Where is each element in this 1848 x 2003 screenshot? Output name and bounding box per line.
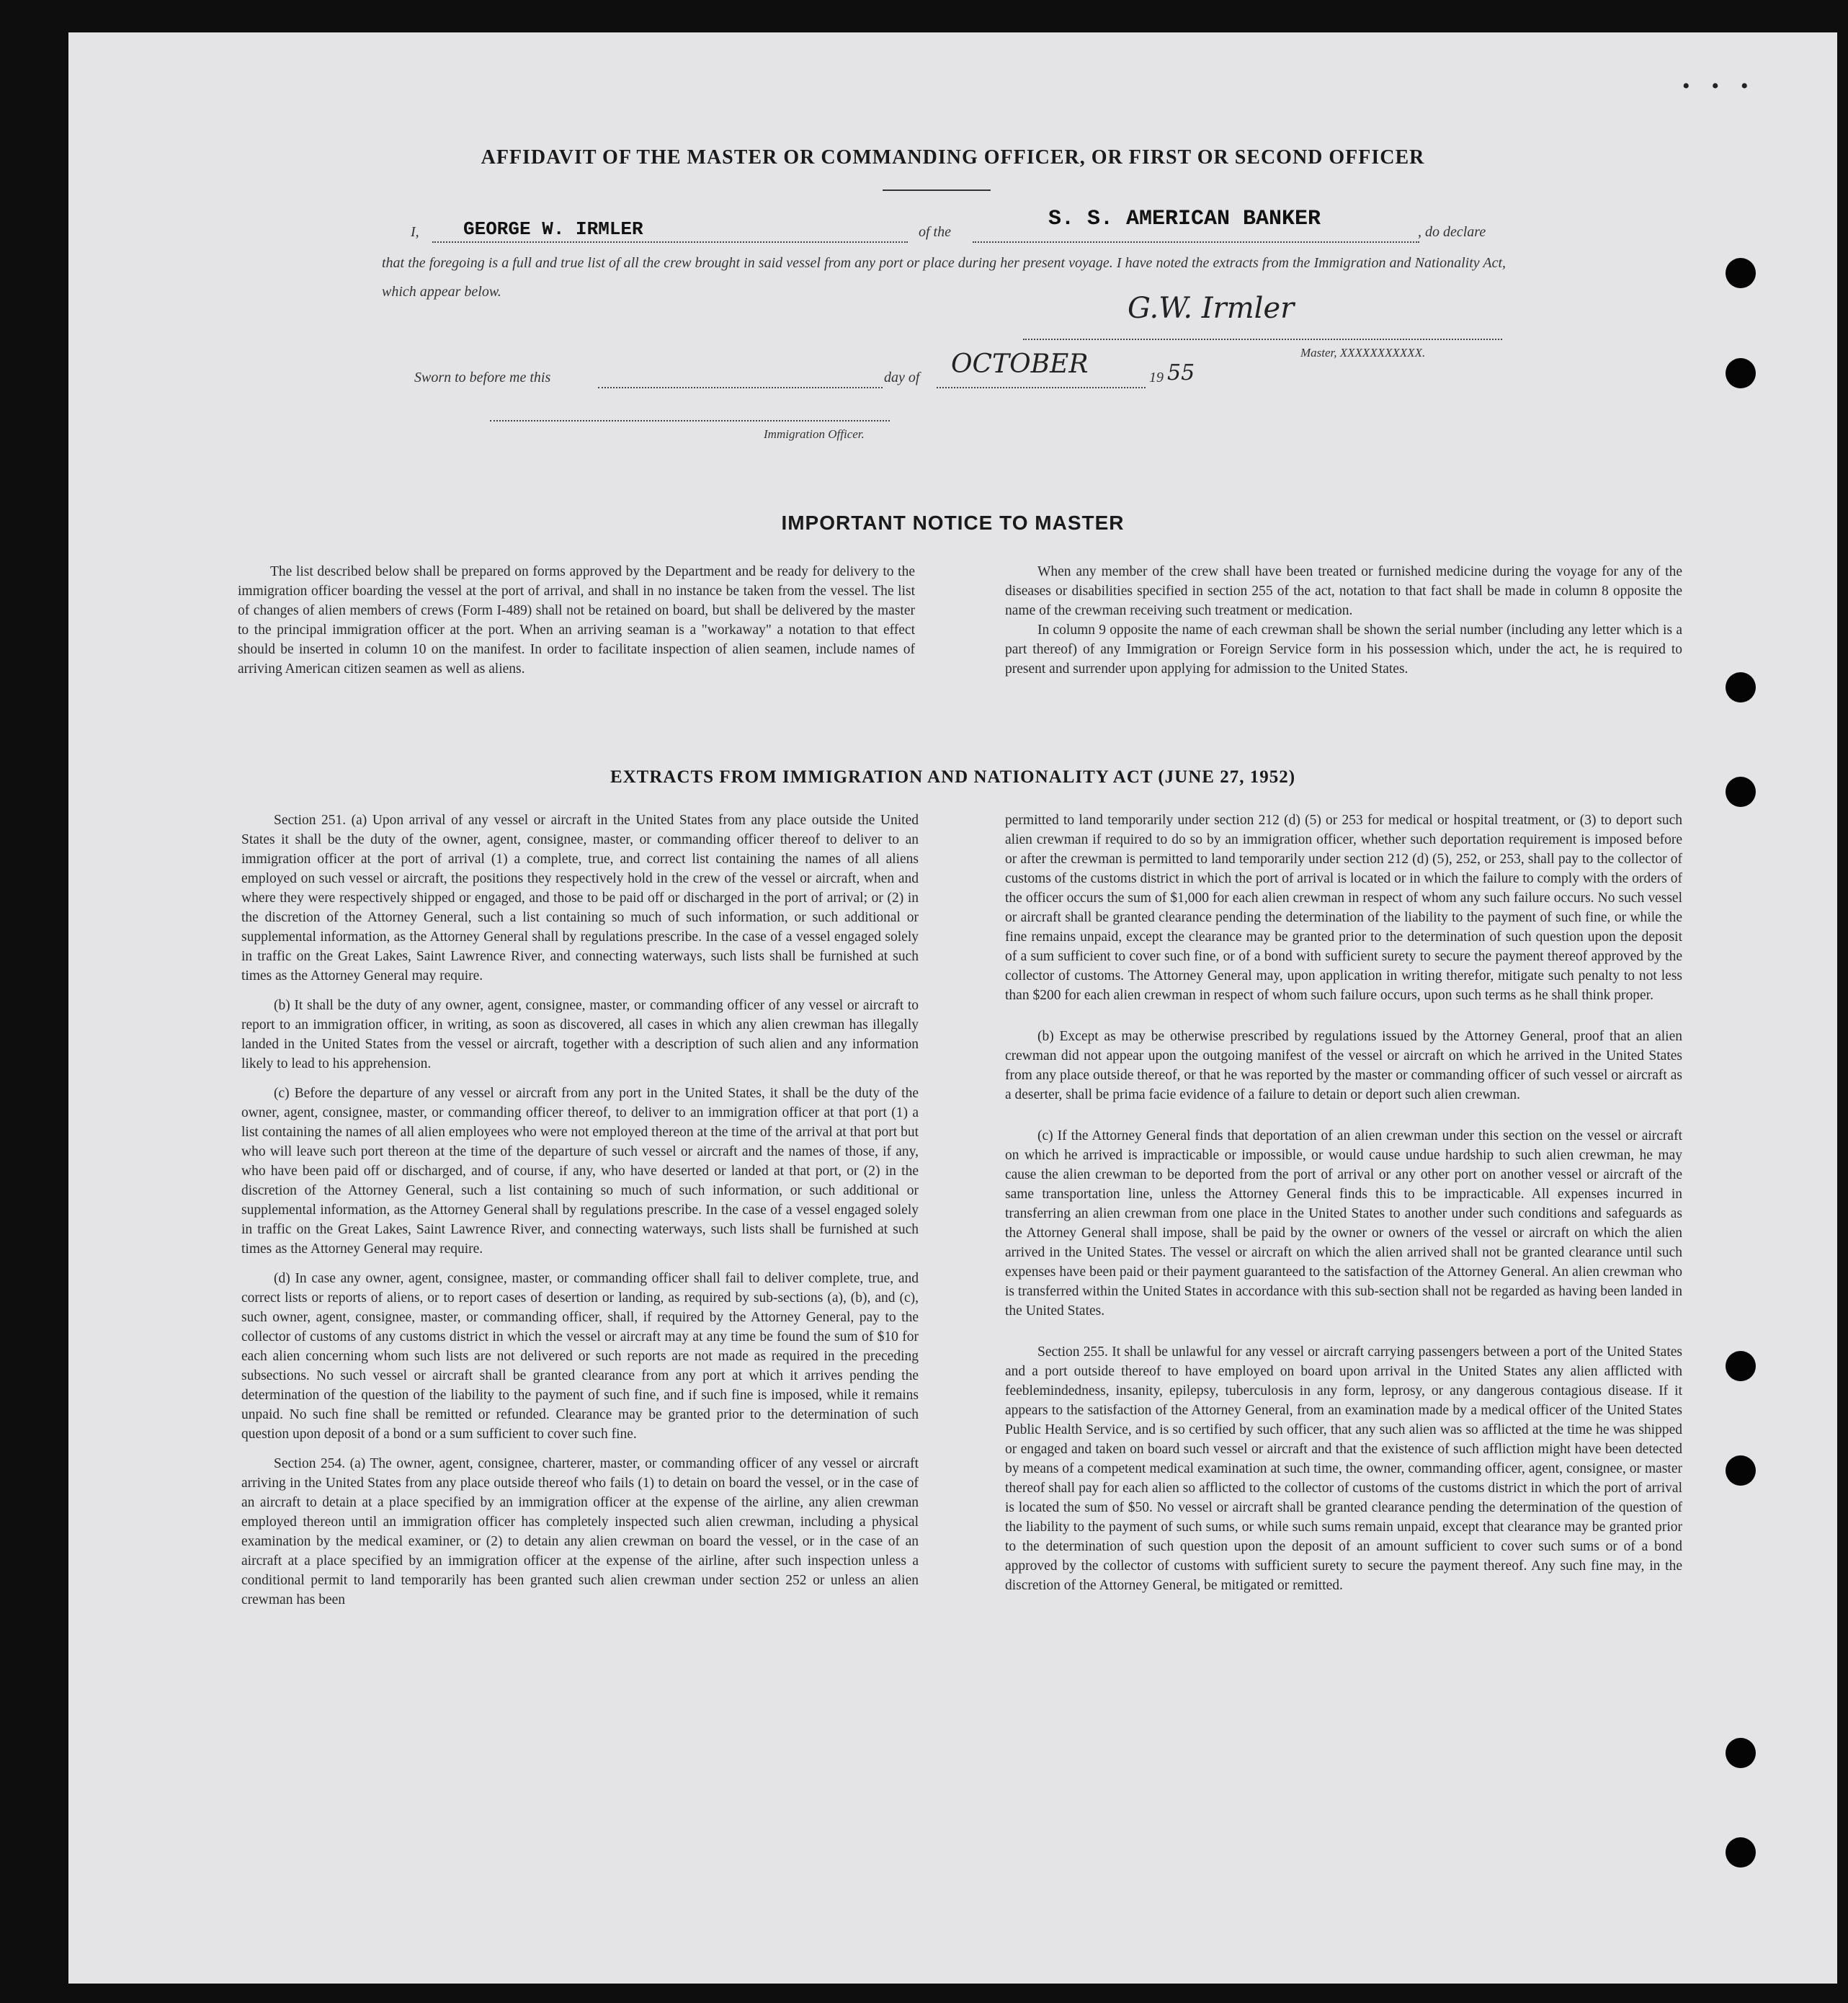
sworn-label: Sworn to before me this xyxy=(414,370,551,385)
section-251c: (c) Before the departure of any vessel or aircraft from any port in the United States, it shall be the duty of the owner, agent, consignee, master, or commanding officer thereof, to deliver to an immigration officer at that port (1) a list containing the names of all alien employees who were not employed thereon at the time of the arrival at that port but who will leave such port thereon at the time of the departure of such vessel or aircraft and the names of those, if any, who have been paid off or discharged, and of course, if any, who have deserted or landed at that port, or (2) in the discretion of the Attorney General, such a list containing so much of such information, or such additional or supplemental information, as the Attorney General shall by regulations prescribe. In the case of a vessel engaged solely in traffic on the Great Lakes, Saint Lawrence River, and connecting waterways, such lists shall be furnished at such times as the Attorney General may require. xyxy=(241,1086,919,1257)
officer-label: Immigration Officer. xyxy=(764,427,865,441)
section-254a-continued: permitted to land temporarily under section 212 (d) (5) or 253 for medical or hospital treatment, or (3) to deport such alien crewman if required to do so by an immigration officer, whether such deportation requirement is imposed before or after the crewman is permitted to land temporarily under section 212 (d) (5), 252, or 253, shall pay to the collector of customs of the customs district in which the port of arrival is located or in which the failure to comply with the orders of the officer occurs the sum of $1,000 for each alien crewman in respect of whom any such failure occurs. No such vessel or aircraft shall be granted clearance pending the determination of the liability to the payment of such fine, or while the fine remains unpaid, except the clearance may be granted prior to the determination of such question upon the deposit of a sum sufficient to cover such fine, or of a bond with sufficient surety to secure the payment thereof approved by the collector of customs. The Attorney General may, upon application in writing therefor, mitigate such penalty to not less than $200 for each alien crewman in respect of whom such failure occurs, upon such terms as he shall think proper. xyxy=(1005,813,1682,1003)
affidavit-title: AFFIDAVIT OF THE MASTER OR COMMANDING OFFICER, OR FIRST OR SECOND OFFICER xyxy=(481,146,1425,169)
punch-hole xyxy=(1726,777,1756,807)
extracts-left-column xyxy=(241,811,919,1620)
officer-line xyxy=(490,420,890,421)
notice-left-paragraph: The list described below shall be prepared on forms approved by the Department and be ready for delivery to the immigration officer boarding the vessel at the port of arrival, and shall in no instance be taken from the vessel. The list of changes of alien members of crews (Form I-489) shall not be retained on board, but shall be delivered by the master to the principal immigration officer at the port. When an arriving seaman is a "workaway" a notation to that effect should be inserted in column 10 on the manifest. In order to facilitate inspection of alien seamen, include names of arriving American citizen seamen as well as aliens. xyxy=(238,564,915,677)
vessel-line xyxy=(973,241,1419,243)
master-label: Master, XXXXXXXXXXX. xyxy=(1300,346,1426,360)
punch-hole xyxy=(1726,358,1756,388)
vessel-name: S. S. AMERICAN BANKER xyxy=(1048,207,1321,231)
name-line xyxy=(432,241,908,243)
punch-hole xyxy=(1726,1455,1756,1486)
punch-hole xyxy=(1726,258,1756,288)
sworn-day-line xyxy=(598,387,883,388)
section-254a: Section 254. (a) The owner, agent, consignee, charterer, master, or commanding officer of any vessel or aircraft arriving in the United States from any place outside thereof who fails (1) to detain on board the vessel, or in the case of an aircraft to detain at a place specified by an immigration officer at the expense of the airline, any alien crewman employed thereon until an immigration officer has completely inspected such alien crewman, including a physical examination by the medical examiner, or (2) to detain any alien crewman on board the vessel, or in the case of an aircraft at a place specified by an immigration officer at the expense of the airline, after such inspection unless a conditional permit to land temporarily has been granted such alien crewman under section 252 or unless an alien crewman has been xyxy=(241,1456,919,1607)
punch-hole xyxy=(1726,1738,1756,1768)
punch-hole xyxy=(1726,672,1756,702)
title-rule xyxy=(883,189,991,191)
document-page xyxy=(68,32,1837,1984)
notice-left-column xyxy=(238,562,915,689)
notice-right-paragraph-1: When any member of the crew shall have been treated or furnished medicine during the voyage for any of the diseases or disabilities specified in section 255 of the act, notation to that fact shall be made in column 8 opposite the name of the crewman receiving such treatment or medication. xyxy=(1005,564,1682,618)
year-prefix: 19 xyxy=(1149,370,1164,385)
section-251d: (d) In case any owner, agent, consignee, master, or commanding officer shall fail to deliver complete, true, and correct lists or reports of aliens, or to report cases of desertion or landing, as required by sub-sections (a), (b), and (c), such owner, agent, consignee, master, or commanding officer, shall, if required by the Attorney General, pay to the collector of customs of any customs district in which the vessel or aircraft may at any time be found the sum of $10 for each alien concerning whom such lists are not delivered or such reports are not made as required in the preceding subsections. No such vessel or aircraft shall be granted clearance from any port at which it arrives pending the determination of the question of the liability to the payment of such fine, and if such fine is imposed, while it remains unpaid. No such fine shall be remitted or refunded. Clearance may be granted prior to the determination of such question upon deposit of a bond or a sum sufficient to cover such fine. xyxy=(241,1271,919,1442)
extracts-title: EXTRACTS FROM IMMIGRATION AND NATIONALITY ACT (JUNE 27, 1952) xyxy=(610,767,1296,787)
punch-hole xyxy=(1726,1837,1756,1868)
section-251b: (b) It shall be the duty of any owner, agent, consignee, master, or commanding officer of any vessel or aircraft to report to an immigration officer, in writing, as soon as discovered, all cases in which any alien crewman has illegally landed in the United States from the vessel or aircraft, together with a description of such alien and any information likely to lead to his apprehension. xyxy=(241,998,919,1071)
day-of-label: day of xyxy=(884,370,920,385)
notice-right-paragraph-2: In column 9 opposite the name of each crewman shall be shown the serial number (including any letter which is a part thereof) of any Immigration or Foreign Service form in his possession which, under the act, he is required to present and surrender upon applying for admission to the United States. xyxy=(1005,623,1682,677)
i-label: I, xyxy=(411,224,419,240)
year-suffix: 55 xyxy=(1167,360,1195,385)
punch-hole xyxy=(1726,1351,1756,1381)
master-name: GEORGE W. IRMLER xyxy=(463,218,643,240)
section-254c: (c) If the Attorney General finds that deportation of an alien crewman under this section on the vessel or aircraft on which he arrived is impracticable or impossible, or would cause undue hardship to such alien crewman, he may cause the alien crewman to be deported from the port of arrival or any other port on another vessel or aircraft of the same transportation line, unless the Attorney General finds this to be impracticable. All expenses incurred in transferring an alien crewman from one place in the United States to another under such conditions and safeguards as the Attorney General shall impose, shall be paid by the owner or owners of the vessel or aircraft on which the alien arrived in the United States. The vessel or aircraft on which the alien arrived shall not be granted clearance until such expenses have been paid or their payment guaranteed to the satisfaction of the Attorney General. An alien crewman who is transferred within the United States in accordance with this sub-section shall not be regarded as having been landed in the United States. xyxy=(1005,1128,1682,1319)
do-declare-label: , do declare xyxy=(1418,224,1486,240)
section-251a: Section 251. (a) Upon arrival of any vessel or aircraft in the United States from any place outside the United States it shall be the duty of the owner, agent, consignee, master, or commanding officer thereof to deliver to an immigration officer at the port of arrival (1) a complete, true, and correct list containing the names of all aliens employed on such vessel or aircraft, the positions they respectively hold in the crew of the vessel or aircraft, when and where they were respectively shipped or engaged, and those to be paid off or discharged in the port of arrival; or (2) in the discretion of the Attorney General, such a list containing so much of such information, or such additional or supplemental information, as the Attorney General shall by regulations prescribe. In the case of a vessel engaged solely in traffic on the Great Lakes, Saint Lawrence River, and connecting waterways, such lists shall be furnished at such times as the Attorney General may require. xyxy=(241,813,919,983)
master-signature: G.W. Irmler xyxy=(1128,292,1295,325)
of-the-label: of the xyxy=(919,224,951,240)
section-255: Section 255. It shall be unlawful for any vessel or aircraft carrying passengers between a port of the United States and a port outside thereof to have employed on board upon arrival in the United States any alien afflicted with feeblemindedness, insanity, epilepsy, tuberculosis in any form, leprosy, or any dangerous contagious disease. If it appears to the satisfaction of the Attorney General, from an examination made by a medical officer of the United States Public Health Service, and is so certified by such officer, that any such alien was so afflicted at the time he was shipped or engaged and taken on board such vessel or aircraft and that the existence of such affliction might have been detected by means of a competent medical examination at such time, the owner, commanding officer, agent, consignee, or master thereof shall pay for each alien so afflicted to the collector of customs of the customs district in which the port of arrival is located the sum of $50. No vessel or aircraft shall be granted clearance pending the determination of the question of the liability to the payment of such sums, or while such sums remain unpaid, except that clearance may be granted prior to the determination of such question upon the deposit of an amount sufficient to cover such sums or of a bond approved by the collector of customs with sufficient surety to secure the payment thereof. Any such fine may, in the discretion of the Attorney General, be mitigated or remitted. xyxy=(1005,1344,1682,1593)
notice-right-column xyxy=(1005,562,1682,689)
declaration-statement: that the foregoing is a full and true list of all the crew brought in said vessel from any port or place during her present voyage. I have noted the extracts from the Immigration and Nationality Act, which appear below. xyxy=(382,255,1506,300)
notice-title: IMPORTANT NOTICE TO MASTER xyxy=(781,512,1125,534)
margin-marks: ••• xyxy=(1682,74,1770,98)
section-254b: (b) Except as may be otherwise prescribed by regulations issued by the Attorney General, proof that an alien crewman did not appear upon the outgoing manifest of the vessel or aircraft on which he arrived in the United States from any place outside thereof, or that he was reported by the master or commanding officer of such vessel or aircraft as a deserter, shall be prima facie evidence of a failure to detain or deport such alien crewman. xyxy=(1005,1029,1682,1102)
sworn-month: OCTOBER xyxy=(951,349,1089,379)
month-line xyxy=(937,387,1146,388)
extracts-right-column xyxy=(1005,811,1682,1605)
signature-line xyxy=(1023,339,1502,340)
